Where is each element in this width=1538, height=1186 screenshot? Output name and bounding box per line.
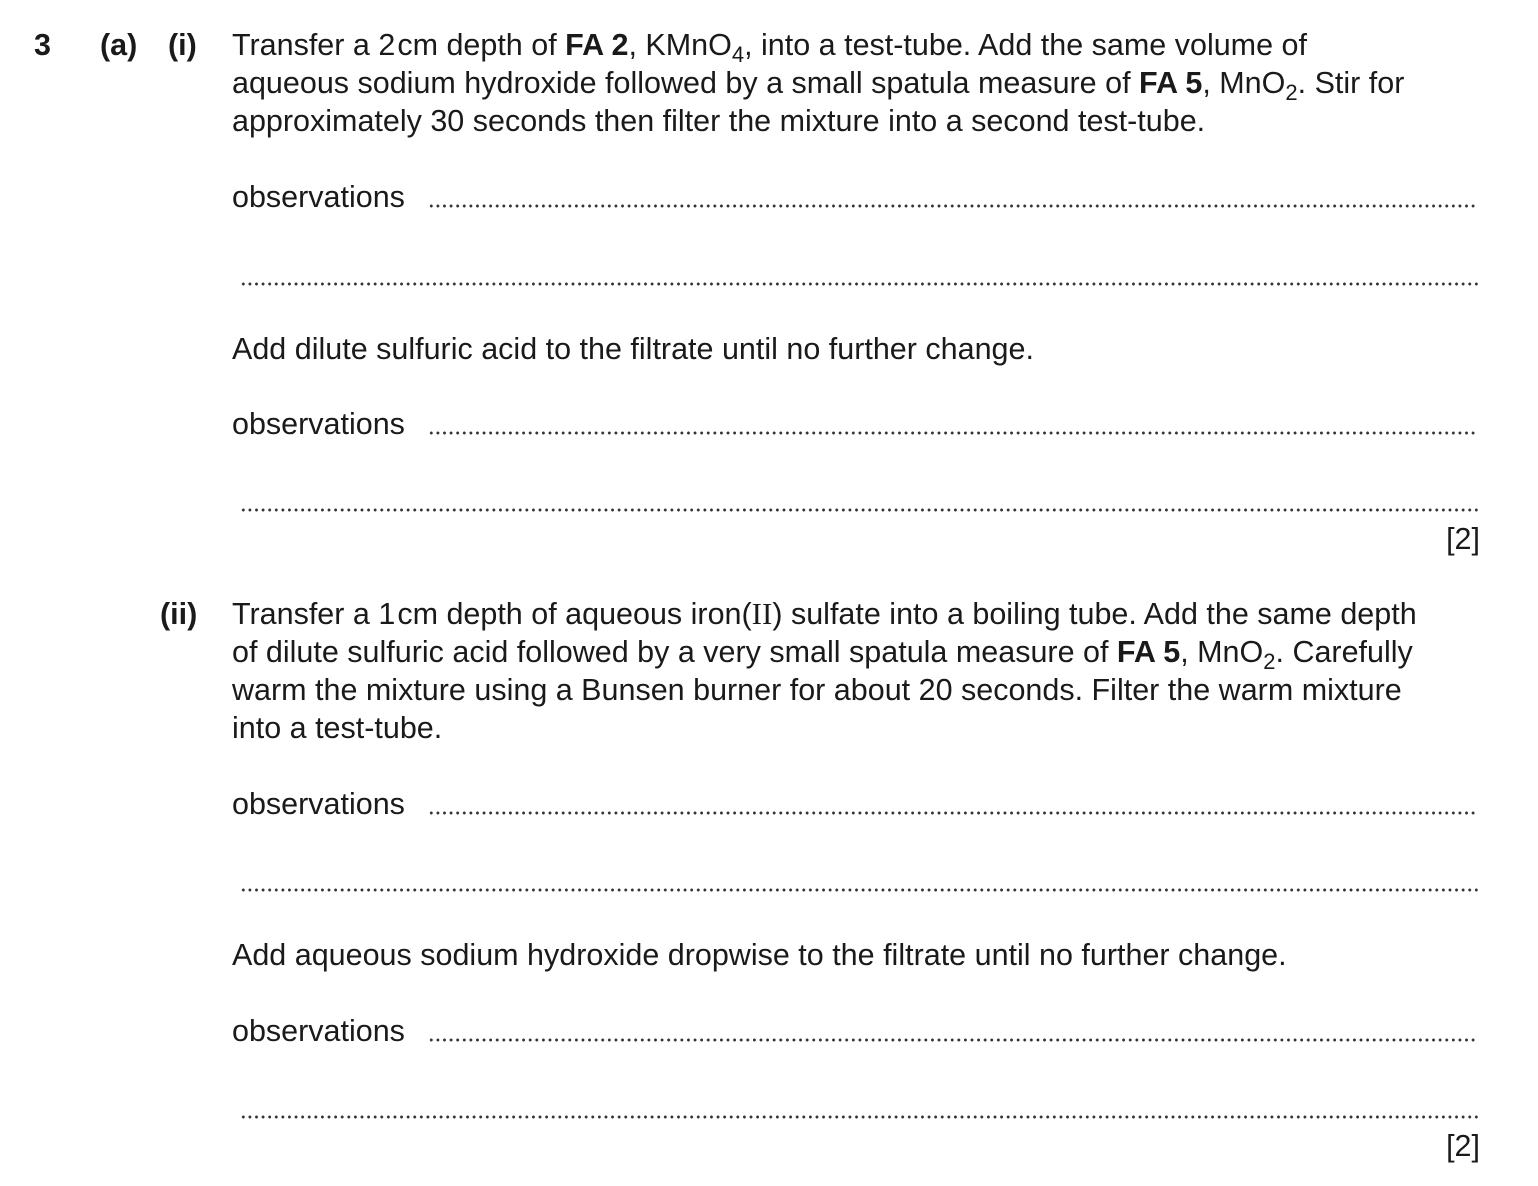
part-ii-line-4: into a test-tube. xyxy=(232,711,443,745)
observations-label: observations xyxy=(232,1014,405,1048)
answer-line[interactable] xyxy=(428,805,1478,815)
observations-label: observations xyxy=(232,180,405,214)
question-number: 3 xyxy=(34,28,51,62)
answer-line[interactable] xyxy=(240,882,1478,892)
answer-line[interactable] xyxy=(428,198,1478,208)
subpart-label-ii: (ii) xyxy=(160,597,198,631)
part-i-line-3: approximately 30 seconds then filter the mixture into a second test-tube. xyxy=(232,104,1206,138)
part-i-line-2: aqueous sodium hydroxide followed by a small spatula measure of FA 5, MnO$_2$. Stir for xyxy=(232,66,1405,105)
part-label-a: (a) xyxy=(100,28,138,62)
part-ii-line-3: warm the mixture using a Bunsen burner for about 20 seconds. Filter the warm mixture xyxy=(232,673,1402,707)
part-ii-instruction: Add aqueous sodium hydroxide dropwise to the filtrate until no further change. xyxy=(232,938,1287,972)
observations-label: observations xyxy=(232,787,405,821)
part-ii-line-1: Transfer a 1cm depth of aqueous iron(II) sulfate into a boiling tube. Add the same depth xyxy=(232,596,1417,631)
marks-allocation: [2] xyxy=(1446,1129,1480,1163)
answer-line[interactable] xyxy=(428,1032,1478,1042)
subpart-label-i: (i) xyxy=(168,28,197,62)
part-i-instruction: Add dilute sulfuric acid to the filtrate until no further change. xyxy=(232,332,1034,366)
answer-line[interactable] xyxy=(240,502,1478,512)
answer-line[interactable] xyxy=(428,425,1478,435)
marks-allocation: [2] xyxy=(1446,522,1480,556)
part-i-line-1: Transfer a 2cm depth of FA 2, KMnO$_4$, into a test-tube. Add the same volume of xyxy=(232,28,1307,67)
part-ii-line-2: of dilute sulfuric acid followed by a very small spatula measure of FA 5, MnO$_2$. Carefully xyxy=(232,635,1413,674)
answer-line[interactable] xyxy=(240,276,1478,286)
observations-label: observations xyxy=(232,407,405,441)
answer-line[interactable] xyxy=(240,1109,1478,1119)
